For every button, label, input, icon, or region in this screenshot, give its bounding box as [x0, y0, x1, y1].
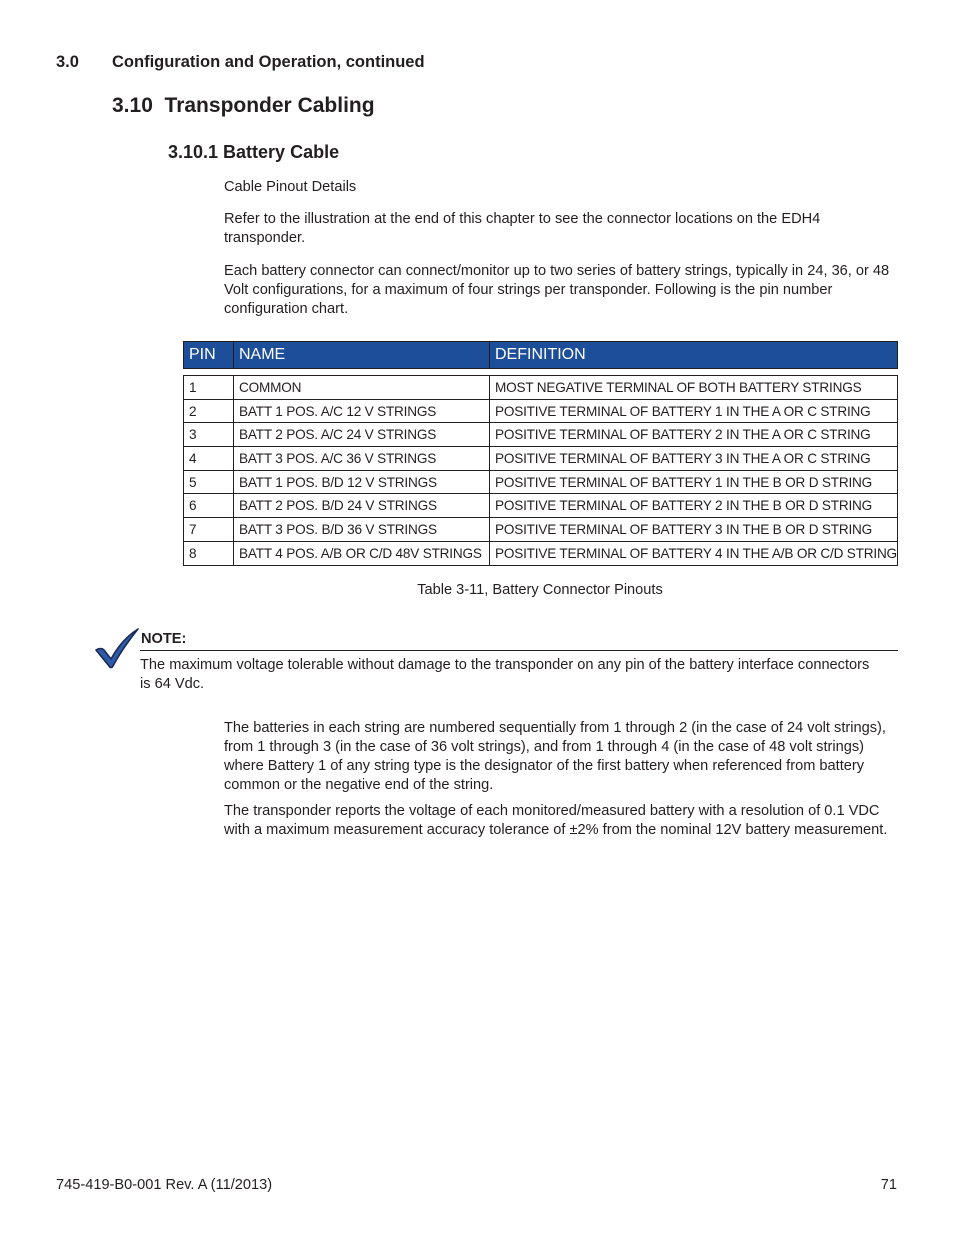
paragraph: Each battery connector can connect/monitor up to two series of battery strings, typically in 24, 36, or 48 Volt configurations, for a maximum of four strings per transponder. Following is the pin number configuration chart.: [224, 263, 890, 317]
name-cell: BATT 3 POS. A/C 36 V STRINGS: [234, 447, 490, 471]
heading-battery-cable: 3.10.1 Battery Cable: [168, 142, 340, 162]
section-title: Configuration and Operation, continued: [112, 53, 425, 71]
table-row: [184, 470, 898, 494]
section-header: [56, 53, 425, 72]
pin-cell: 6: [184, 494, 234, 518]
paragraph: Refer to the illustration at the end of this chapter to see the connector locations on the EDH4 transponder.: [224, 211, 821, 246]
definition-cell: POSITIVE TERMINAL OF BATTERY 1 IN THE B OR D STRING: [490, 470, 898, 494]
note-divider: [140, 650, 898, 651]
note-text: The maximum voltage tolerable without damage to the transponder on any pin of the battery interface connectors is 64 Vdc.: [140, 657, 870, 692]
name-cell: BATT 3 POS. B/D 36 V STRINGS: [234, 518, 490, 542]
table-header-row: [184, 342, 898, 369]
name-cell: BATT 4 POS. A/B OR C/D 48V STRINGS: [234, 541, 490, 565]
table-row: [184, 423, 898, 447]
note-label: NOTE:: [141, 631, 187, 647]
pin-cell: 7: [184, 518, 234, 542]
name-cell: BATT 1 POS. B/D 12 V STRINGS: [234, 470, 490, 494]
pin-cell: 1: [184, 376, 234, 400]
pin-cell: 5: [184, 470, 234, 494]
footer-doc-number: 745-419-B0-001 Rev. A (11/2013): [56, 1177, 273, 1193]
definition-cell: MOST NEGATIVE TERMINAL OF BOTH BATTERY STRINGS: [490, 376, 898, 400]
pin-cell: 8: [184, 541, 234, 565]
definition-cell: POSITIVE TERMINAL OF BATTERY 4 IN THE A/B OR C/D STRING: [490, 541, 898, 565]
table-caption: Table 3-11, Battery Connector Pinouts: [417, 582, 663, 598]
definition-cell: POSITIVE TERMINAL OF BATTERY 3 IN THE B OR D STRING: [490, 518, 898, 542]
definition-cell: POSITIVE TERMINAL OF BATTERY 2 IN THE A OR C STRING: [490, 423, 898, 447]
subheading-cable-pinout: Cable Pinout Details: [224, 179, 357, 195]
name-cell: BATT 1 POS. A/C 12 V STRINGS: [234, 399, 490, 423]
definition-cell: POSITIVE TERMINAL OF BATTERY 3 IN THE A OR C STRING: [490, 447, 898, 471]
column-header-definition: DEFINITION: [490, 342, 898, 369]
name-cell: BATT 2 POS. B/D 24 V STRINGS: [234, 494, 490, 518]
table-row: [184, 447, 898, 471]
section-number: 3.0: [56, 53, 79, 71]
definition-cell: POSITIVE TERMINAL OF BATTERY 2 IN THE B OR D STRING: [490, 494, 898, 518]
pin-cell: 3: [184, 423, 234, 447]
name-cell: COMMON: [234, 376, 490, 400]
table-row: [184, 518, 898, 542]
footer-page-number: 71: [880, 1177, 897, 1193]
name-cell: BATT 2 POS. A/C 24 V STRINGS: [234, 423, 490, 447]
table-row: [184, 376, 898, 400]
checkmark-icon: [94, 628, 140, 670]
definition-cell: POSITIVE TERMINAL OF BATTERY 1 IN THE A OR C STRING: [490, 399, 898, 423]
column-header-pin: PIN: [184, 342, 234, 369]
pin-cell: 4: [184, 447, 234, 471]
pin-cell: 2: [184, 399, 234, 423]
paragraph: The transponder reports the voltage of each monitored/measured battery with a resolution of 0.1 VDC with a maximum measurement accuracy tolerance of ±2% from the nominal 12V battery measurement.: [224, 803, 888, 838]
table-row: [184, 541, 898, 565]
heading-transponder-cabling: 3.10 Transponder Cabling: [112, 94, 375, 117]
table-row: [184, 494, 898, 518]
battery-connector-pinout-table: [183, 341, 898, 566]
paragraph: The batteries in each string are numbered sequentially from 1 through 2 (in the case of 24 volt strings), from 1 through 3 (in the case of 36 volt strings), and from 1 through 4 (in the case of 48 volt strings) where Battery 1 of any string type is the designator of the first battery when referenced from battery common or the negative end of the string.: [224, 720, 886, 793]
table-row: [184, 399, 898, 423]
column-header-name: NAME: [234, 342, 490, 369]
